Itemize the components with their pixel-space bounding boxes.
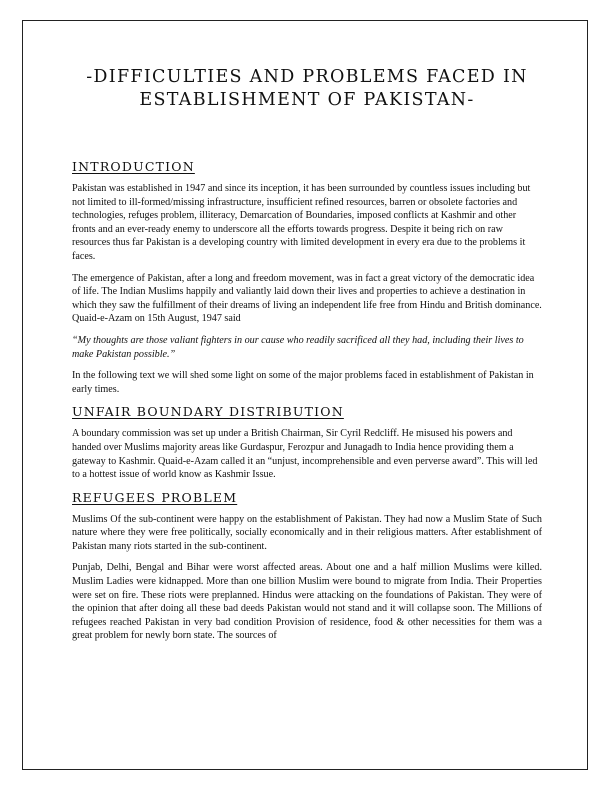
section-heading: INTRODUCTION (72, 159, 195, 174)
paragraph: Punjab, Delhi, Bengal and Bihar were worst affected areas. About one and a half million Muslims were killed. Muslim Ladies were kidnapped. More than one billion Muslim were bound to migrate from India. Their Properties were set on fire. These riots were preplanned. Hindus were attacking on the foundations of Pakistan. They were of the opinion that after doing all these bad deeds Pakistan would not stand and it will collapse soon. The Millions of refugees reached Pakistan in very bad condition Provision of residence, food & other necessities for them was a great problem for newly born state. The sources of (72, 562, 542, 642)
quote-paragraph: “My thoughts are those valiant fighters in our cause who readily sacrificed all they had, including their lives to make Pakistan possible.” (72, 334, 524, 360)
document-body (72, 66, 542, 651)
paragraph: The emergence of Pakistan, after a long and freedom movement, was in fact a great victory of the democratic idea of life. The Indian Muslims happily and valiantly laid down their lives and properties to achieve a destination in which they saw the fulfillment of their dreams of living an independent life free from Hindu and British dominance. Quaid-e-Azam on 15th August, 1947 said (72, 272, 542, 325)
paragraph: Muslims Of the sub-continent were happy on the establishment of Pakistan. They had now a Muslim State of Such nature where they were free politically, socially economically and in their religious matters. After establishment of Pakistan many riots started in the sub-continent. (72, 513, 542, 552)
document-title (72, 66, 542, 112)
paragraph: Pakistan was established in 1947 and since its inception, it has been surrounded by countless issues including but not limited to ill-formed/missing infrastructure, insufficient refined resources, barren or obsolete factories and technologies, refuges problem, illiteracy, Demarcation of Boundaries, imposed conflicts at Kashmir and other fronts and an ever-ready enemy to underscore all the efforts towards progress. Despite it being rich on raw resources thus far Pakistan is a developing country with limited development in every era due to the problems it faces. (72, 183, 531, 262)
title-line-2: ESTABLISHMENT OF PAKISTAN- (139, 90, 475, 110)
section-boundary (72, 404, 542, 481)
paragraph: A boundary commission was set up under a British Chairman, Sir Cyril Redcliff. He misused his powers and handed over Muslims majority areas like Gurdaspur, Ferozpur and Junagadh to India hence providing them a gateway to Kashmir. Quaid-e-Azam called it an “unjust, incomprehensible and even perverse award”. This will led to a hottest issue of world know as Kashmir Issue. (72, 428, 538, 481)
section-introduction (72, 159, 542, 396)
paragraph: In the following text we will shed some light on some of the major problems faced in establishment of Pakistan in early times. (72, 370, 534, 395)
title-line-1: -DIFFICULTIES AND PROBLEMS FACED IN (86, 67, 528, 87)
section-heading: REFUGEES PROBLEM (72, 489, 238, 505)
section-heading: UNFAIR BOUNDARY DISTRIBUTION (72, 404, 344, 420)
section-refugees (72, 490, 542, 643)
